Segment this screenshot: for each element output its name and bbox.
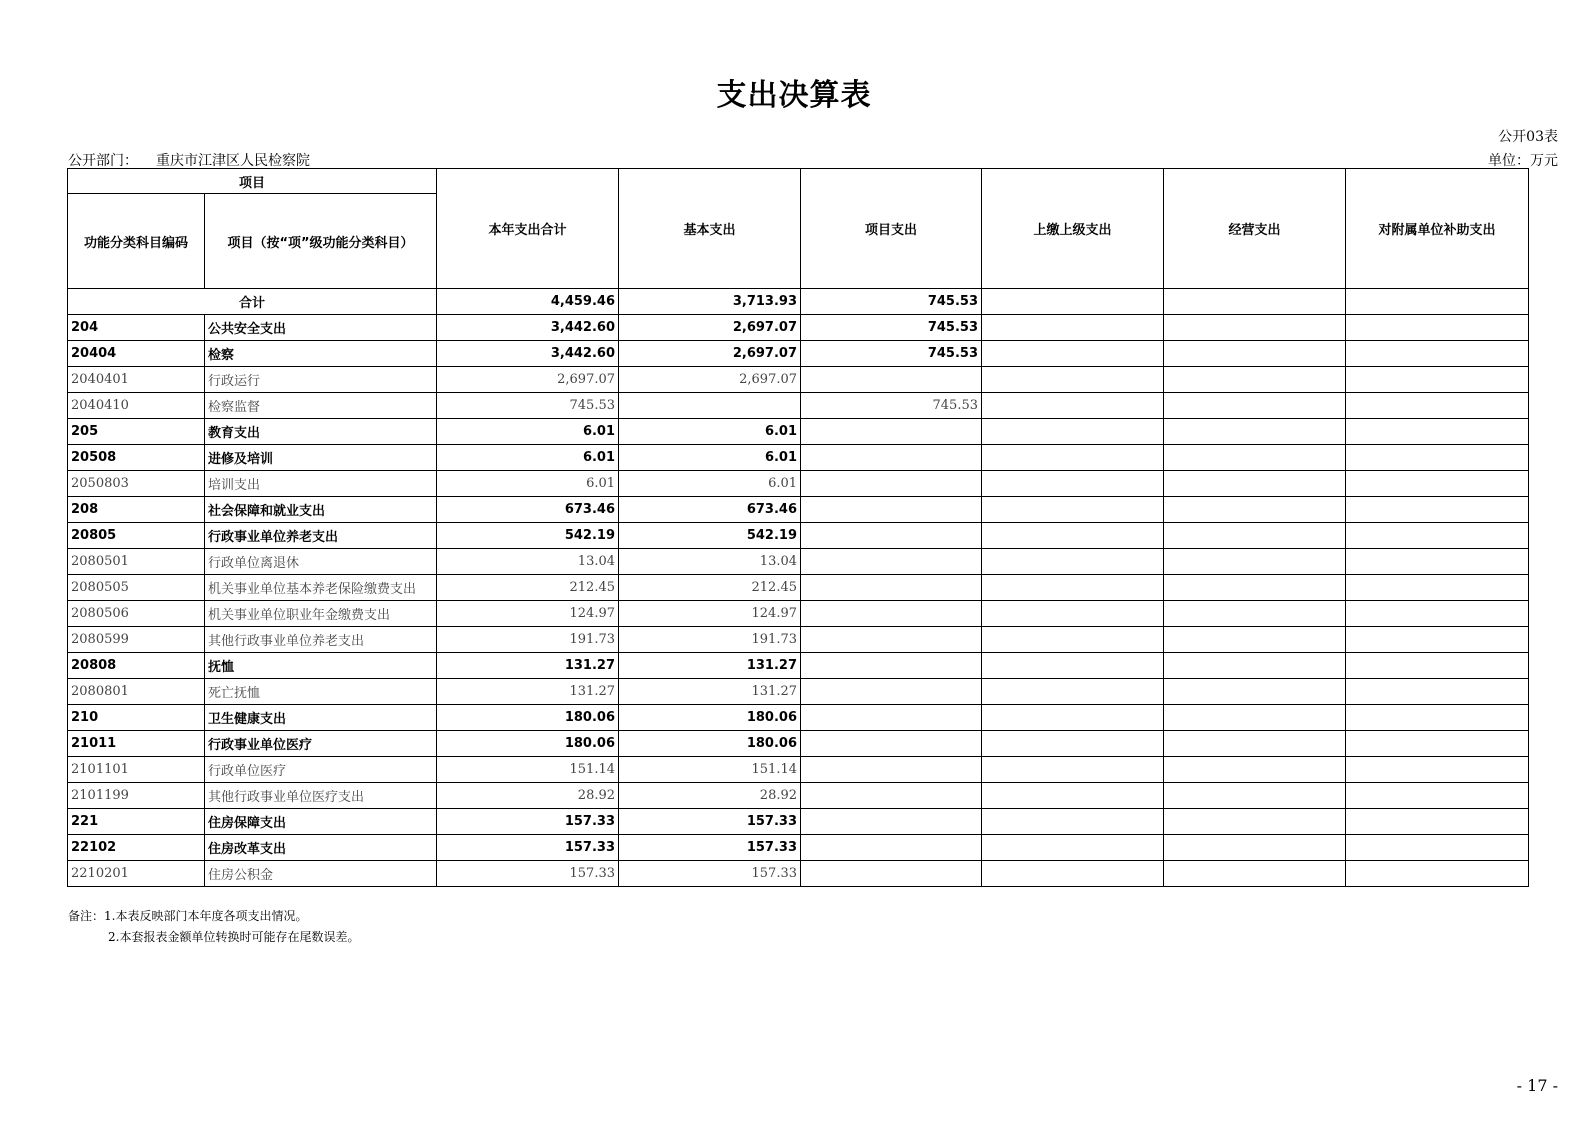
table-row [68, 679, 1529, 705]
row-code: 20508 [68, 445, 205, 471]
row-business [1164, 523, 1346, 549]
row-upper [982, 861, 1164, 887]
row-basic: 2,697.07 [619, 367, 801, 393]
table-row [68, 757, 1529, 783]
page-title: 支出决算表 [716, 78, 872, 113]
row-total: 13.04 [437, 549, 619, 575]
row-code: 221 [68, 809, 205, 835]
row-total: 157.33 [437, 809, 619, 835]
row-name: 检察监督 [205, 393, 437, 419]
table-row [68, 653, 1529, 679]
table-row [68, 445, 1529, 471]
row-name: 其他行政事业单位养老支出 [205, 627, 437, 653]
row-total: 151.14 [437, 757, 619, 783]
row-business [1164, 549, 1346, 575]
row-total: 157.33 [437, 861, 619, 887]
table-row [68, 627, 1529, 653]
row-basic: 673.46 [619, 497, 801, 523]
row-subsidy [1346, 757, 1529, 783]
row-subsidy [1346, 445, 1529, 471]
row-basic: 180.06 [619, 705, 801, 731]
table-row [68, 367, 1529, 393]
table-row [68, 575, 1529, 601]
row-project [801, 523, 982, 549]
row-upper [982, 601, 1164, 627]
row-upper [982, 705, 1164, 731]
table-row [68, 419, 1529, 445]
row-business [1164, 705, 1346, 731]
header-code: 功能分类科目编码 [68, 194, 205, 289]
row-basic: 28.92 [619, 783, 801, 809]
row-project [801, 653, 982, 679]
table-row [68, 523, 1529, 549]
row-code: 22102 [68, 835, 205, 861]
header-project-group: 项目 [68, 169, 437, 194]
row-name: 其他行政事业单位医疗支出 [205, 783, 437, 809]
total-row [68, 289, 1529, 315]
table-row [68, 783, 1529, 809]
row-business [1164, 445, 1346, 471]
row-name: 住房公积金 [205, 861, 437, 887]
row-upper [982, 471, 1164, 497]
row-basic: 6.01 [619, 419, 801, 445]
row-name: 进修及培训 [205, 445, 437, 471]
row-basic: 6.01 [619, 445, 801, 471]
unit-label: 单位：万元 [1488, 153, 1558, 169]
row-total: 745.53 [437, 393, 619, 419]
row-project [801, 861, 982, 887]
row-project [801, 419, 982, 445]
table-row [68, 705, 1529, 731]
row-project [801, 835, 982, 861]
row-basic: 131.27 [619, 653, 801, 679]
row-name: 教育支出 [205, 419, 437, 445]
row-total: 673.46 [437, 497, 619, 523]
department-name: 重庆市江津区人民检察院 [156, 153, 310, 169]
row-subsidy [1346, 367, 1529, 393]
row-basic: 2,697.07 [619, 315, 801, 341]
row-basic: 542.19 [619, 523, 801, 549]
row-name: 机关事业单位职业年金缴费支出 [205, 601, 437, 627]
row-basic: 157.33 [619, 809, 801, 835]
row-upper [982, 653, 1164, 679]
row-name: 卫生健康支出 [205, 705, 437, 731]
total-upper [982, 289, 1164, 315]
row-total: 6.01 [437, 419, 619, 445]
row-basic: 13.04 [619, 549, 801, 575]
table-row [68, 861, 1529, 887]
row-name: 死亡抚恤 [205, 679, 437, 705]
row-project [801, 757, 982, 783]
row-code: 2080505 [68, 575, 205, 601]
row-basic: 180.06 [619, 731, 801, 757]
row-subsidy [1346, 341, 1529, 367]
row-subsidy [1346, 549, 1529, 575]
row-code: 2080599 [68, 627, 205, 653]
row-business [1164, 653, 1346, 679]
row-code: 2080501 [68, 549, 205, 575]
row-code: 2040410 [68, 393, 205, 419]
row-business [1164, 627, 1346, 653]
row-total: 180.06 [437, 731, 619, 757]
row-subsidy [1346, 731, 1529, 757]
row-business [1164, 783, 1346, 809]
row-name: 培训支出 [205, 471, 437, 497]
row-name: 公共安全支出 [205, 315, 437, 341]
header-upper: 上缴上级支出 [982, 169, 1164, 289]
row-basic: 212.45 [619, 575, 801, 601]
row-upper [982, 315, 1164, 341]
total-business [1164, 289, 1346, 315]
row-subsidy [1346, 861, 1529, 887]
row-total: 131.27 [437, 653, 619, 679]
row-code: 210 [68, 705, 205, 731]
row-code: 21011 [68, 731, 205, 757]
row-project [801, 471, 982, 497]
row-project [801, 601, 982, 627]
row-project [801, 575, 982, 601]
notes [68, 906, 359, 948]
table-row [68, 497, 1529, 523]
row-upper [982, 627, 1164, 653]
department-label: 公开部门： [68, 153, 138, 169]
row-project [801, 679, 982, 705]
row-business [1164, 731, 1346, 757]
row-subsidy [1346, 627, 1529, 653]
row-name: 行政单位离退休 [205, 549, 437, 575]
row-total: 131.27 [437, 679, 619, 705]
row-total: 3,442.60 [437, 315, 619, 341]
row-project [801, 497, 982, 523]
row-total: 28.92 [437, 783, 619, 809]
row-name: 行政事业单位养老支出 [205, 523, 437, 549]
header-name: 项目（按“项”级功能分类科目） [205, 194, 437, 289]
note-2: 2.本套报表金额单位转换时可能存在尾数误差。 [108, 930, 360, 944]
row-upper [982, 783, 1164, 809]
row-business [1164, 679, 1346, 705]
row-total: 124.97 [437, 601, 619, 627]
row-total: 2,697.07 [437, 367, 619, 393]
row-business [1164, 341, 1346, 367]
row-basic: 124.97 [619, 601, 801, 627]
row-basic: 6.01 [619, 471, 801, 497]
row-upper [982, 809, 1164, 835]
row-subsidy [1346, 783, 1529, 809]
row-code: 2080801 [68, 679, 205, 705]
row-upper [982, 679, 1164, 705]
row-upper [982, 835, 1164, 861]
row-subsidy [1346, 601, 1529, 627]
row-name: 社会保障和就业支出 [205, 497, 437, 523]
row-name: 住房保障支出 [205, 809, 437, 835]
header-total: 本年支出合计 [437, 169, 619, 289]
row-project: 745.53 [801, 393, 982, 419]
row-code: 208 [68, 497, 205, 523]
page-number: - 17 - [1516, 1076, 1558, 1095]
row-code: 204 [68, 315, 205, 341]
row-total: 3,442.60 [437, 341, 619, 367]
row-business [1164, 861, 1346, 887]
row-upper [982, 523, 1164, 549]
table-row [68, 549, 1529, 575]
row-code: 20404 [68, 341, 205, 367]
row-subsidy [1346, 523, 1529, 549]
row-basic: 151.14 [619, 757, 801, 783]
row-subsidy [1346, 653, 1529, 679]
row-subsidy [1346, 575, 1529, 601]
row-subsidy [1346, 679, 1529, 705]
row-business [1164, 809, 1346, 835]
row-subsidy [1346, 315, 1529, 341]
row-basic: 157.33 [619, 835, 801, 861]
row-upper [982, 393, 1164, 419]
row-subsidy [1346, 393, 1529, 419]
form-number: 公开03表 [1498, 129, 1558, 145]
header-project: 项目支出 [801, 169, 982, 289]
row-upper [982, 419, 1164, 445]
row-project [801, 809, 982, 835]
row-basic: 2,697.07 [619, 341, 801, 367]
row-name: 行政单位医疗 [205, 757, 437, 783]
row-total: 157.33 [437, 835, 619, 861]
row-name: 检察 [205, 341, 437, 367]
department-line [68, 150, 328, 170]
row-business [1164, 393, 1346, 419]
row-business [1164, 367, 1346, 393]
header-subsidy: 对附属单位补助支出 [1346, 169, 1529, 289]
row-name: 行政运行 [205, 367, 437, 393]
header-basic: 基本支出 [619, 169, 801, 289]
row-business [1164, 835, 1346, 861]
row-basic: 131.27 [619, 679, 801, 705]
row-upper [982, 757, 1164, 783]
row-business [1164, 471, 1346, 497]
row-business [1164, 757, 1346, 783]
row-business [1164, 419, 1346, 445]
row-business [1164, 497, 1346, 523]
total-basic: 3,713.93 [619, 289, 801, 315]
row-subsidy [1346, 497, 1529, 523]
row-code: 2101101 [68, 757, 205, 783]
row-basic [619, 393, 801, 419]
row-subsidy [1346, 705, 1529, 731]
row-subsidy [1346, 809, 1529, 835]
row-project [801, 627, 982, 653]
header-row-1 [68, 169, 1529, 194]
total-project: 745.53 [801, 289, 982, 315]
row-project [801, 367, 982, 393]
row-project [801, 731, 982, 757]
row-name: 抚恤 [205, 653, 437, 679]
row-business [1164, 601, 1346, 627]
row-upper [982, 367, 1164, 393]
row-total: 180.06 [437, 705, 619, 731]
row-basic: 157.33 [619, 861, 801, 887]
note-1: 备注：1.本表反映部门本年度各项支出情况。 [68, 909, 308, 923]
table-row [68, 393, 1529, 419]
row-upper [982, 497, 1164, 523]
total-total: 4,459.46 [437, 289, 619, 315]
row-code: 20808 [68, 653, 205, 679]
row-subsidy [1346, 419, 1529, 445]
row-project: 745.53 [801, 315, 982, 341]
row-upper [982, 575, 1164, 601]
header-business: 经营支出 [1164, 169, 1346, 289]
table-row [68, 315, 1529, 341]
row-basic: 191.73 [619, 627, 801, 653]
expenditure-table [67, 168, 1529, 887]
row-code: 2101199 [68, 783, 205, 809]
table-row [68, 835, 1529, 861]
row-total: 6.01 [437, 445, 619, 471]
row-total: 6.01 [437, 471, 619, 497]
row-upper [982, 341, 1164, 367]
total-label: 合计 [68, 289, 437, 315]
row-code: 2210201 [68, 861, 205, 887]
row-name: 行政事业单位医疗 [205, 731, 437, 757]
table-row [68, 809, 1529, 835]
table-row [68, 341, 1529, 367]
row-project [801, 445, 982, 471]
row-total: 191.73 [437, 627, 619, 653]
row-code: 2080506 [68, 601, 205, 627]
row-subsidy [1346, 835, 1529, 861]
row-code: 20805 [68, 523, 205, 549]
row-code: 2040401 [68, 367, 205, 393]
row-total: 542.19 [437, 523, 619, 549]
row-name: 住房改革支出 [205, 835, 437, 861]
row-project [801, 549, 982, 575]
row-subsidy [1346, 471, 1529, 497]
row-upper [982, 445, 1164, 471]
table-row [68, 601, 1529, 627]
table-row [68, 471, 1529, 497]
row-project [801, 783, 982, 809]
total-subsidy [1346, 289, 1529, 315]
row-code: 2050803 [68, 471, 205, 497]
row-total: 212.45 [437, 575, 619, 601]
row-business [1164, 575, 1346, 601]
row-project [801, 705, 982, 731]
row-business [1164, 315, 1346, 341]
row-code: 205 [68, 419, 205, 445]
table-row [68, 731, 1529, 757]
row-upper [982, 549, 1164, 575]
row-upper [982, 731, 1164, 757]
row-name: 机关事业单位基本养老保险缴费支出 [205, 575, 437, 601]
row-project: 745.53 [801, 341, 982, 367]
